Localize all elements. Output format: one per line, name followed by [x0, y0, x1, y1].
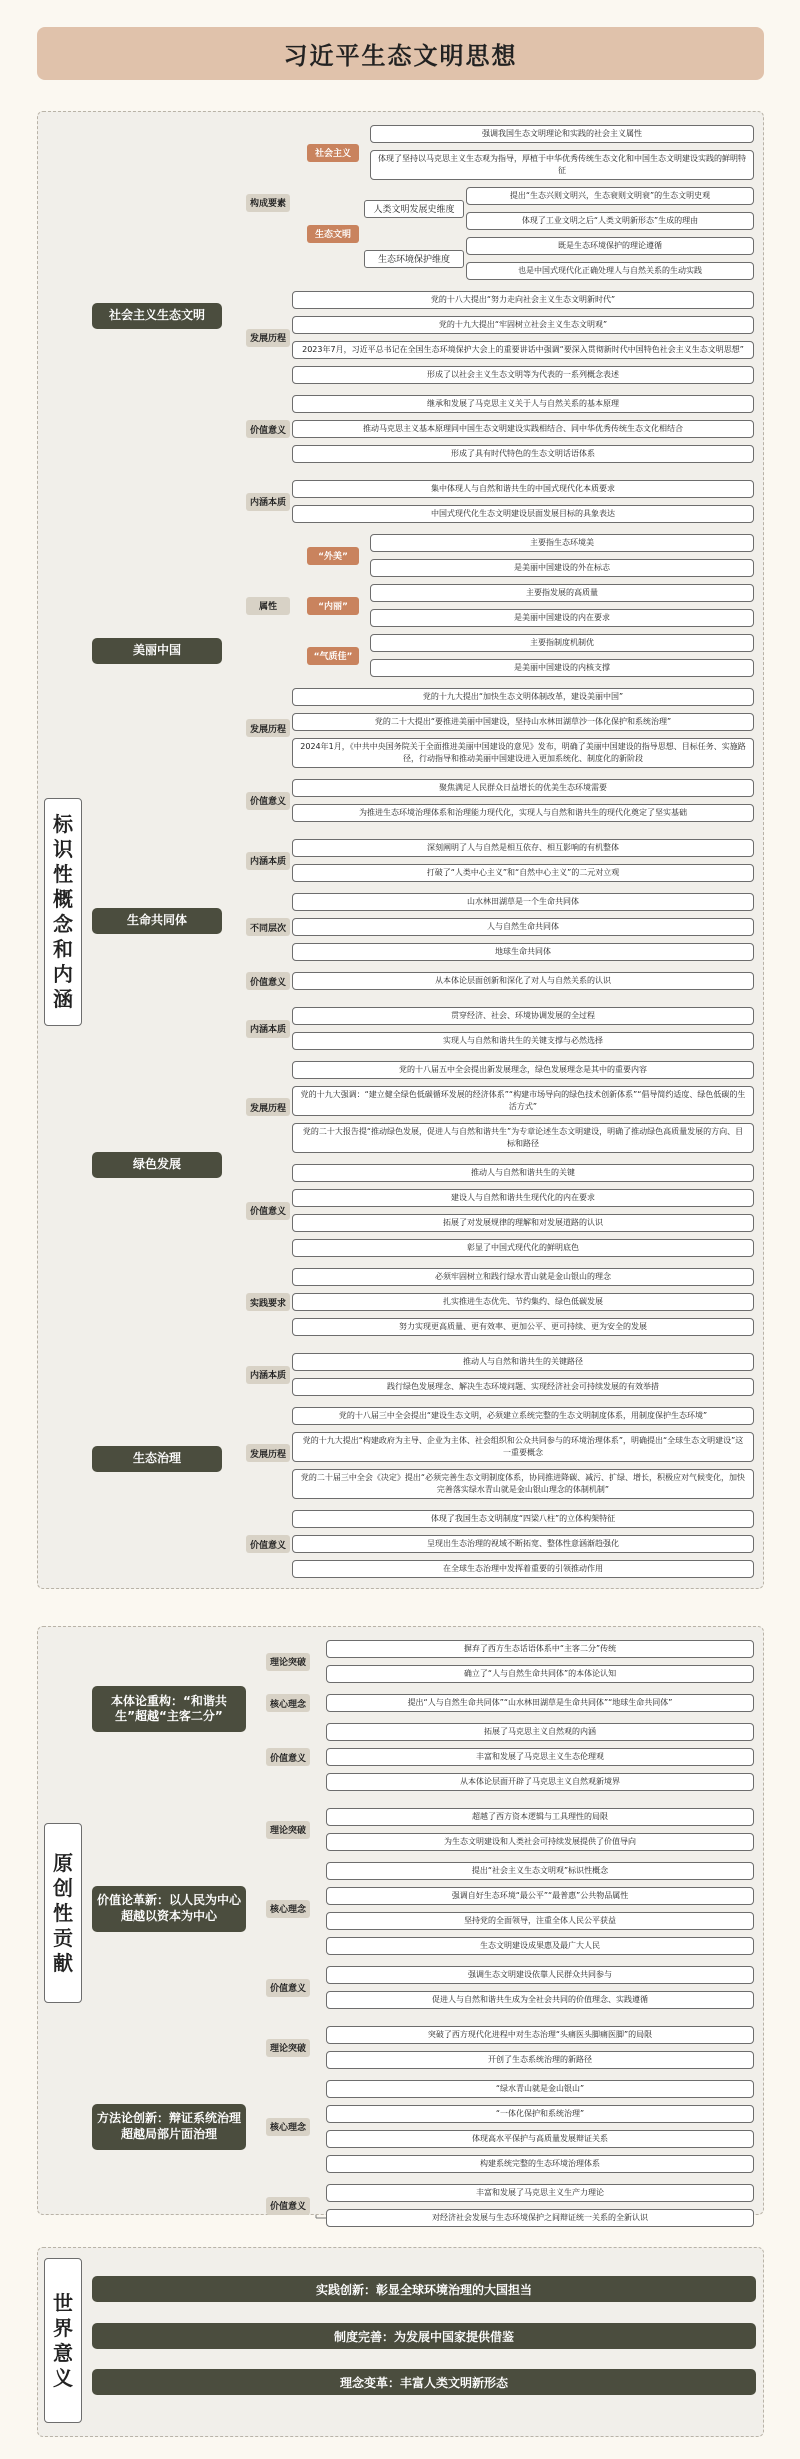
world-significance-item: 实践创新：彰显全球环境治理的大国担当 — [92, 2276, 756, 2302]
leaf-node: 确立了“人与自然生命共同体”的本体论认知 — [326, 1665, 754, 1683]
leaf-node: 是美丽中国建设的内核支撑 — [370, 659, 754, 677]
leaf-node: 主要指生态环境美 — [370, 534, 754, 552]
topic-node: 社会主义生态文明 — [92, 303, 222, 329]
leaf-node: 深刻阐明了人与自然是相互依存、相互影响的有机整体 — [292, 839, 754, 857]
leaf-node: 党的二十大提出“要推进美丽中国建设，坚持山水林田湖草沙一体化保护和系统治理” — [292, 713, 754, 731]
leaf-node: 坚持党的全面领导，注重全体人民公平获益 — [326, 1912, 754, 1930]
section-tag-char: 创 — [53, 1875, 73, 1900]
section-tag — [44, 798, 82, 1026]
sub-branch-node: 社会主义 — [307, 144, 359, 162]
branch-node: 发展历程 — [246, 1098, 290, 1116]
branch-node: 内涵本质 — [246, 852, 290, 870]
section-tag — [44, 1823, 82, 2003]
section-tag-char: 性 — [53, 1900, 73, 1925]
branch-node: 价值意义 — [266, 2197, 310, 2215]
leaf-node: 推动人与自然和谐共生的关键路径 — [292, 1353, 754, 1371]
leaf-node: 生态文明建设成果惠及最广大人民 — [326, 1937, 754, 1955]
section-tag-char: 识 — [53, 837, 73, 861]
topic-node: 本体论重构：“和谐共生”超越“主客二分” — [92, 1686, 246, 1732]
leaf-node: 形成了以社会主义生态文明等为代表的一系列概念表述 — [292, 366, 754, 384]
branch-node: 价值意义 — [246, 1535, 290, 1553]
branch-node: 内涵本质 — [246, 1020, 290, 1038]
leaf-node: 是美丽中国建设的外在标志 — [370, 559, 754, 577]
leaf-node: 提出“社会主义生态文明观”标识性概念 — [326, 1862, 754, 1880]
leaf-node: “一体化保护和系统治理” — [326, 2105, 754, 2123]
branch-node: 实践要求 — [246, 1293, 290, 1311]
leaf-node: 建设人与自然和谐共生现代化的内在要求 — [292, 1189, 754, 1207]
leaf-node: 主要指发展的高质量 — [370, 584, 754, 602]
section-tag-char: 念 — [53, 912, 73, 936]
branch-node: 核心理念 — [266, 1694, 310, 1712]
leaf-node: 提出“生态兴则文明兴，生态衰则文明衰”的生态文明史观 — [466, 187, 754, 205]
leaf-node: 体现了坚持以马克思主义生态观为指导，厚植于中华优秀传统生态文化和中国生态文明建设实践的鲜明特征 — [370, 150, 754, 180]
leaf-node: 为生态文明建设和人类社会可持续发展提供了价值导向 — [326, 1833, 754, 1851]
sub-branch-node: “外美” — [307, 547, 359, 565]
leaf-node: 丰富和发展了马克思主义生态伦理观 — [326, 1748, 754, 1766]
branch-node: 属性 — [246, 597, 290, 615]
leaf-node: 主要指制度机制优 — [370, 634, 754, 652]
leaf-node: 既是生态环境保护的理论遵循 — [466, 237, 754, 255]
leaf-node: 2023年7月，习近平总书记在全国生态环境保护大会上的重要讲话中强调“要深入贯彻新时代中国特色社会主义生态文明思想” — [292, 341, 754, 359]
branch-node: 核心理念 — [266, 1900, 310, 1918]
leaf-node: 摒弃了西方生态话语体系中“主客二分”传统 — [326, 1640, 754, 1658]
leaf-node: 构建系统完整的生态环境治理体系 — [326, 2155, 754, 2173]
leaf-node: 践行绿色发展理念、解决生态环境问题、实现经济社会可持续发展的有效举措 — [292, 1378, 754, 1396]
section-tag-char: 内 — [53, 962, 73, 986]
leaf-node: 推动马克思主义基本原理同中国生态文明建设实践相结合、同中华优秀传统生态文化相结合 — [292, 420, 754, 438]
leaf-node: 对经济社会发展与生态环境保护之间辩证统一关系的全新认识 — [326, 2209, 754, 2227]
section-tag-char: 和 — [53, 937, 73, 961]
leaf-node: 聚焦满足人民群众日益增长的优美生态环境需要 — [292, 779, 754, 797]
topic-node: 方法论创新：辩证系统治理超越局部片面治理 — [92, 2104, 246, 2150]
leaf-node: 中国式现代化生态文明建设层面发展目标的具象表达 — [292, 505, 754, 523]
leaf-node: 超越了西方资本逻辑与工具理性的局限 — [326, 1808, 754, 1826]
leaf-node: 扎实推进生态优先、节约集约、绿色低碳发展 — [292, 1293, 754, 1311]
leaf-node: 努力实现更高质量、更有效率、更加公平、更可持续、更为安全的发展 — [292, 1318, 754, 1336]
leaf-node: 彰显了中国式现代化的鲜明底色 — [292, 1239, 754, 1257]
leaf-node: 体现了我国生态文明制度“四梁八柱”的立体构架特征 — [292, 1510, 754, 1528]
branch-node: 内涵本质 — [246, 493, 290, 511]
leaf-node: 2024年1月，《中共中央国务院关于全面推进美丽中国建设的意见》发布，明确了美丽中国建设的指导思想、目标任务、实施路径，行动指导和推动美丽中国建设进入更加系统化、制度化的新阶段 — [292, 738, 754, 768]
leaf-node: 形成了具有时代特色的生态文明话语体系 — [292, 445, 754, 463]
branch-node: 不同层次 — [246, 918, 290, 936]
branch-node: 价值意义 — [246, 420, 290, 438]
leaf-node: 继承和发展了马克思主义关于人与自然关系的基本原理 — [292, 395, 754, 413]
sub-branch-node: 人类文明发展史维度 — [364, 200, 464, 218]
section-tag-char: 原 — [53, 1850, 73, 1875]
branch-node: 价值意义 — [266, 1979, 310, 1997]
leaf-node: 强调自好生态环境“最公平”“最普惠”公共物品属性 — [326, 1887, 754, 1905]
leaf-node: 党的十九大提出“加快生态文明体制改革，建设美丽中国” — [292, 688, 754, 706]
section-tag-char: 性 — [53, 862, 73, 886]
leaf-node: 也是中国式现代化正确处理人与自然关系的生动实践 — [466, 262, 754, 280]
leaf-node: 拓展了对发展规律的理解和对发展道路的认识 — [292, 1214, 754, 1232]
section-tag-char: 献 — [53, 1950, 73, 1975]
leaf-node: 从本体论层面创新和深化了对人与自然关系的认识 — [292, 972, 754, 990]
leaf-node: 促进人与自然和谐共生成为全社会共同的价值理念、实践遵循 — [326, 1991, 754, 2009]
leaf-node: 山水林田湖草是一个生命共同体 — [292, 893, 754, 911]
branch-node: 核心理念 — [266, 2118, 310, 2136]
leaf-node: 人与自然生命共同体 — [292, 918, 754, 936]
world-significance-item: 制度完善：为发展中国家提供借鉴 — [92, 2323, 756, 2349]
leaf-node: 党的十八届三中全会提出“建设生态文明，必须建立系统完整的生态文明制度体系，用制度保护生态环境” — [292, 1407, 754, 1425]
leaf-node: 党的十八届五中全会提出新发展理念，绿色发展理念是其中的重要内容 — [292, 1061, 754, 1079]
leaf-node: 地球生命共同体 — [292, 943, 754, 961]
section-tag — [44, 2258, 82, 2423]
leaf-node: 拓展了马克思主义自然观的内涵 — [326, 1723, 754, 1741]
sub-branch-node: 生态文明 — [307, 225, 359, 243]
leaf-node: 提出“人与自然生命共同体”“山水林田湖草是生命共同体”“地球生命共同体” — [326, 1694, 754, 1712]
branch-node: 价值意义 — [246, 972, 290, 990]
section-tag-char: 概 — [53, 887, 73, 911]
leaf-node: 党的二十大报告提“推动绿色发展，促进人与自然和谐共生”为专章论述生态文明建设，明确了推动绿色高质量发展的方向、目标和路径 — [292, 1123, 754, 1153]
leaf-node: 实现人与自然和谐共生的关键支撑与必然选择 — [292, 1032, 754, 1050]
branch-node: 发展历程 — [246, 1444, 290, 1462]
section-tag-char: 涵 — [53, 987, 73, 1011]
leaf-node: 推动人与自然和谐共生的关键 — [292, 1164, 754, 1182]
leaf-node: 丰富和发展了马克思主义生产力理论 — [326, 2184, 754, 2202]
leaf-node: 体现高水平保护与高质量发展辩证关系 — [326, 2130, 754, 2148]
leaf-node: 呈现出生态治理的视域不断拓宽、整体性意涵渐趋强化 — [292, 1535, 754, 1553]
topic-node: 生命共同体 — [92, 908, 222, 934]
leaf-node: 为推进生态环境治理体系和治理能力现代化，实现人与自然和谐共生的现代化奠定了坚实基础 — [292, 804, 754, 822]
leaf-node: 是美丽中国建设的内在要求 — [370, 609, 754, 627]
branch-node: 理论突破 — [266, 1821, 310, 1839]
sub-branch-node: “气质佳” — [307, 647, 359, 665]
sub-branch-node: “内丽” — [307, 597, 359, 615]
leaf-node: 从本体论层面开辟了马克思主义自然观新境界 — [326, 1773, 754, 1791]
leaf-node: 开创了生态系统治理的新路径 — [326, 2051, 754, 2069]
branch-node: 构成要素 — [246, 194, 290, 212]
leaf-node: 贯穿经济、社会、环境协调发展的全过程 — [292, 1007, 754, 1025]
title-bar — [37, 27, 764, 80]
leaf-node: “绿水青山就是金山银山” — [326, 2080, 754, 2098]
leaf-node: 党的十九大强调：“建立健全绿色低碳循环发展的经济体系”“构建市场导向的绿色技术创新体系”“倡导简约适度、绿色低碳的生活方式” — [292, 1086, 754, 1116]
section-tag-char: 标 — [53, 812, 73, 836]
topic-node: 生态治理 — [92, 1446, 222, 1472]
leaf-node: 突破了西方现代化进程中对生态治理“头痛医头脚痛医脚”的局限 — [326, 2026, 754, 2044]
leaf-node: 党的十九大提出“牢固树立社会主义生态文明观” — [292, 316, 754, 334]
leaf-node: 必须牢固树立和践行绿水青山就是金山银山的理念 — [292, 1268, 754, 1286]
leaf-node: 强调生态文明建设依靠人民群众共同参与 — [326, 1966, 754, 1984]
topic-node: 价值论革新：以人民为中心超越以资本为中心 — [92, 1886, 246, 1932]
leaf-node: 党的十八大提出“努力走向社会主义生态文明新时代” — [292, 291, 754, 309]
leaf-node: 打破了“人类中心主义”和“自然中心主义”的二元对立观 — [292, 864, 754, 882]
leaf-node: 在全球生态治理中发挥着重要的引领推动作用 — [292, 1560, 754, 1578]
topic-node: 绿色发展 — [92, 1152, 222, 1178]
world-significance-item: 理念变革：丰富人类文明新形态 — [92, 2369, 756, 2395]
leaf-node: 党的二十届三中全会《决定》提出“必须完善生态文明制度体系，协同推进降碳、减污、扩绿、增长，积极应对气候变化，加快完善落实绿水青山就是金山银山理念的体制机制” — [292, 1469, 754, 1499]
branch-node: 内涵本质 — [246, 1366, 290, 1384]
section-tag-char: 界 — [53, 2315, 73, 2340]
leaf-node: 强调我国生态文明理论和实践的社会主义属性 — [370, 125, 754, 143]
leaf-node: 体现了工业文明之后“人类文明新形态”生成的理由 — [466, 212, 754, 230]
branch-node: 价值意义 — [246, 792, 290, 810]
section-tag-char: 义 — [53, 2365, 73, 2390]
leaf-node: 党的十九大提出“构建政府为主导、企业为主体、社会组织和公众共同参与的环境治理体系”，明确提出“全球生态文明建设”这一重要概念 — [292, 1432, 754, 1462]
branch-node: 理论突破 — [266, 1653, 310, 1671]
branch-node: 发展历程 — [246, 329, 290, 347]
section-tag-char: 贡 — [53, 1925, 73, 1950]
topic-node: 美丽中国 — [92, 638, 222, 664]
section-tag-char: 世 — [53, 2290, 73, 2315]
branch-node: 理论突破 — [266, 2039, 310, 2057]
section-tag-char: 意 — [53, 2340, 73, 2365]
branch-node: 价值意义 — [266, 1748, 310, 1766]
leaf-node: 集中体现人与自然和谐共生的中国式现代化本质要求 — [292, 480, 754, 498]
page-title: 习近平生态文明思想 — [283, 41, 518, 70]
branch-node: 发展历程 — [246, 719, 290, 737]
sub-branch-node: 生态环境保护维度 — [364, 250, 464, 268]
branch-node: 价值意义 — [246, 1202, 290, 1220]
